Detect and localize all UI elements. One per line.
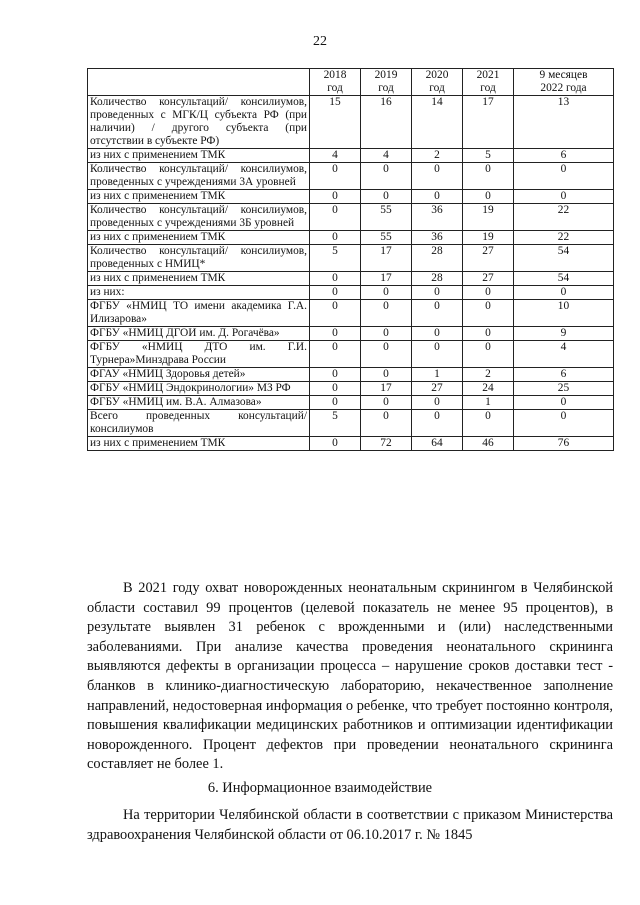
table-row	[88, 368, 614, 382]
row-value: 0	[310, 437, 361, 451]
row-value: 0	[412, 286, 463, 300]
row-value: 76	[514, 437, 614, 451]
row-value: 1	[463, 396, 514, 410]
table-row	[88, 245, 614, 272]
table-row	[88, 163, 614, 190]
row-value: 13	[514, 96, 614, 149]
table-row	[88, 300, 614, 327]
row-value: 0	[361, 163, 412, 190]
row-value: 0	[412, 300, 463, 327]
row-value: 0	[310, 396, 361, 410]
row-value: 54	[514, 245, 614, 272]
row-value: 10	[514, 300, 614, 327]
table-row	[88, 204, 614, 231]
table-row	[88, 410, 614, 437]
row-value: 17	[463, 96, 514, 149]
header-line-1: 2021	[476, 69, 500, 81]
row-value: 0	[412, 396, 463, 410]
header-line-2: год	[429, 82, 445, 94]
header-year-cell	[361, 69, 412, 96]
row-value: 0	[463, 286, 514, 300]
row-label: Всего проведенных консультаций/ консилиумов	[88, 410, 310, 437]
row-value: 19	[463, 204, 514, 231]
row-value: 5	[310, 410, 361, 437]
row-value: 0	[463, 341, 514, 368]
header-year-cell	[514, 69, 614, 96]
row-value: 0	[361, 190, 412, 204]
section-heading: 6. Информационное взаимодействие	[207, 780, 433, 796]
row-value: 0	[412, 327, 463, 341]
row-value: 22	[514, 204, 614, 231]
row-value: 0	[514, 410, 614, 437]
row-value: 0	[463, 327, 514, 341]
table-row	[88, 231, 614, 245]
row-value: 1	[412, 368, 463, 382]
row-label: ФГБУ «НМИЦ ТО имени академика Г.А. Илизарова»	[88, 300, 310, 327]
row-value: 4	[310, 149, 361, 163]
table-row	[88, 341, 614, 368]
row-value: 0	[463, 190, 514, 204]
row-value: 17	[361, 245, 412, 272]
row-value: 22	[514, 231, 614, 245]
row-label: Количество консультаций/ консилиумов, проведенных с учреждениями 3А уровней	[88, 163, 310, 190]
row-value: 0	[310, 231, 361, 245]
row-value: 55	[361, 204, 412, 231]
row-value: 0	[361, 396, 412, 410]
row-label: Количество консультаций/ консилиумов, проведенных с МГК/Ц субъекта РФ (при наличии) / другого субъекта (при отсутствии в субъекте РФ)	[88, 96, 310, 149]
row-value: 28	[412, 245, 463, 272]
row-label: из них с применением ТМК	[88, 231, 310, 245]
row-value: 24	[463, 382, 514, 396]
table-body	[88, 96, 614, 451]
row-label: из них с применением ТМК	[88, 272, 310, 286]
paragraph-newborn-screening: В 2021 году охват новорожденных неонатальным скринингом в Челябинской области составил 99 процентов (целевой показатель не менее 95 процентов), в результате выявлен 31 ребенок с врожденными и (или) наследственными заболеваниями. При анализе качества проведения неонатального скрининга выявляются дефекты в организации процесса – нарушение сроков доставки тест - бланков в клинико-диагностическую лабораторию, некачественное заполнение направлений, недостоверная информация о ребенке, что требует постоянно контроля, повышения квалификации медицинских работников и оптимизации идентификации новорожденного. Процент дефектов при проведении неонатального скрининга составляет не более 1.	[87, 580, 613, 773]
row-value: 0	[361, 410, 412, 437]
header-line-2: год	[327, 82, 343, 94]
header-year-cell	[412, 69, 463, 96]
row-value: 6	[514, 368, 614, 382]
row-value: 0	[310, 190, 361, 204]
row-value: 0	[361, 300, 412, 327]
row-value: 14	[412, 96, 463, 149]
table-row	[88, 272, 614, 286]
row-value: 0	[463, 410, 514, 437]
row-value: 2	[412, 149, 463, 163]
table-row	[88, 327, 614, 341]
row-label: ФГБУ «НМИЦ им. В.А. Алмазова»	[88, 396, 310, 410]
table-row	[88, 190, 614, 204]
row-value: 0	[310, 382, 361, 396]
row-value: 0	[463, 300, 514, 327]
row-value: 6	[514, 149, 614, 163]
row-value: 19	[463, 231, 514, 245]
row-value: 0	[412, 190, 463, 204]
table-row	[88, 286, 614, 300]
row-value: 0	[412, 410, 463, 437]
row-value: 4	[361, 149, 412, 163]
row-value: 25	[514, 382, 614, 396]
row-label: ФГБУ «НМИЦ ДГОИ им. Д. Рогачёва»	[88, 327, 310, 341]
row-value: 0	[310, 204, 361, 231]
row-label: Количество консультаций/ консилиумов, проведенных с НМИЦ*	[88, 245, 310, 272]
table-row	[88, 437, 614, 451]
row-label: из них с применением ТМК	[88, 437, 310, 451]
row-value: 0	[412, 341, 463, 368]
row-value: 36	[412, 204, 463, 231]
row-value: 17	[361, 382, 412, 396]
row-value: 36	[412, 231, 463, 245]
row-value: 0	[310, 163, 361, 190]
row-value: 0	[310, 327, 361, 341]
row-value: 0	[310, 368, 361, 382]
table-row	[88, 382, 614, 396]
row-value: 9	[514, 327, 614, 341]
row-value: 0	[514, 286, 614, 300]
row-value: 0	[463, 163, 514, 190]
row-value: 0	[361, 327, 412, 341]
header-line-1: 2018	[323, 69, 347, 81]
row-label: ФГАУ «НМИЦ Здоровья детей»	[88, 368, 310, 382]
header-year-cell	[463, 69, 514, 96]
row-label: из них с применением ТМК	[88, 149, 310, 163]
table-row	[88, 396, 614, 410]
row-label: из них:	[88, 286, 310, 300]
row-label: Количество консультаций/ консилиумов, проведенных с учреждениями 3Б уровней	[88, 204, 310, 231]
row-value: 27	[412, 382, 463, 396]
row-value: 0	[361, 286, 412, 300]
row-value: 27	[463, 245, 514, 272]
row-value: 54	[514, 272, 614, 286]
header-line-1: 9 месяцев	[539, 69, 588, 81]
row-value: 46	[463, 437, 514, 451]
row-value: 0	[361, 368, 412, 382]
row-value: 55	[361, 231, 412, 245]
row-value: 4	[514, 341, 614, 368]
row-label: ФГБУ «НМИЦ ДТО им. Г.И. Турнера»Минздрава России	[88, 341, 310, 368]
header-line-2: год	[480, 82, 496, 94]
row-value: 72	[361, 437, 412, 451]
row-value: 0	[310, 341, 361, 368]
row-label: из них с применением ТМК	[88, 190, 310, 204]
row-value: 16	[361, 96, 412, 149]
row-value: 5	[310, 245, 361, 272]
header-label-cell	[88, 69, 310, 96]
row-value: 5	[463, 149, 514, 163]
row-value: 0	[310, 300, 361, 327]
statistics-table	[87, 68, 614, 451]
row-label: ФГБУ «НМИЦ Эндокринологии» МЗ РФ	[88, 382, 310, 396]
header-line-2: год	[378, 82, 394, 94]
header-year-cell	[310, 69, 361, 96]
header-line-1: 2019	[374, 69, 398, 81]
row-value: 0	[310, 272, 361, 286]
row-value: 0	[514, 163, 614, 190]
row-value: 0	[412, 163, 463, 190]
row-value: 28	[412, 272, 463, 286]
row-value: 0	[514, 396, 614, 410]
row-value: 64	[412, 437, 463, 451]
row-value: 0	[310, 286, 361, 300]
paragraph-information-exchange: На территории Челябинской области в соответствии с приказом Министерства здравоохранения Челябинской области от 06.10.2017 г. № 1845	[87, 807, 613, 843]
header-line-1: 2020	[425, 69, 449, 81]
table-row	[88, 96, 614, 149]
row-value: 15	[310, 96, 361, 149]
row-value: 27	[463, 272, 514, 286]
table-row	[88, 149, 614, 163]
row-value: 17	[361, 272, 412, 286]
table-header-row	[88, 69, 614, 96]
page-number: 22	[313, 34, 327, 49]
row-value: 0	[361, 341, 412, 368]
row-value: 0	[514, 190, 614, 204]
row-value: 2	[463, 368, 514, 382]
header-line-2: 2022 года	[540, 82, 587, 94]
